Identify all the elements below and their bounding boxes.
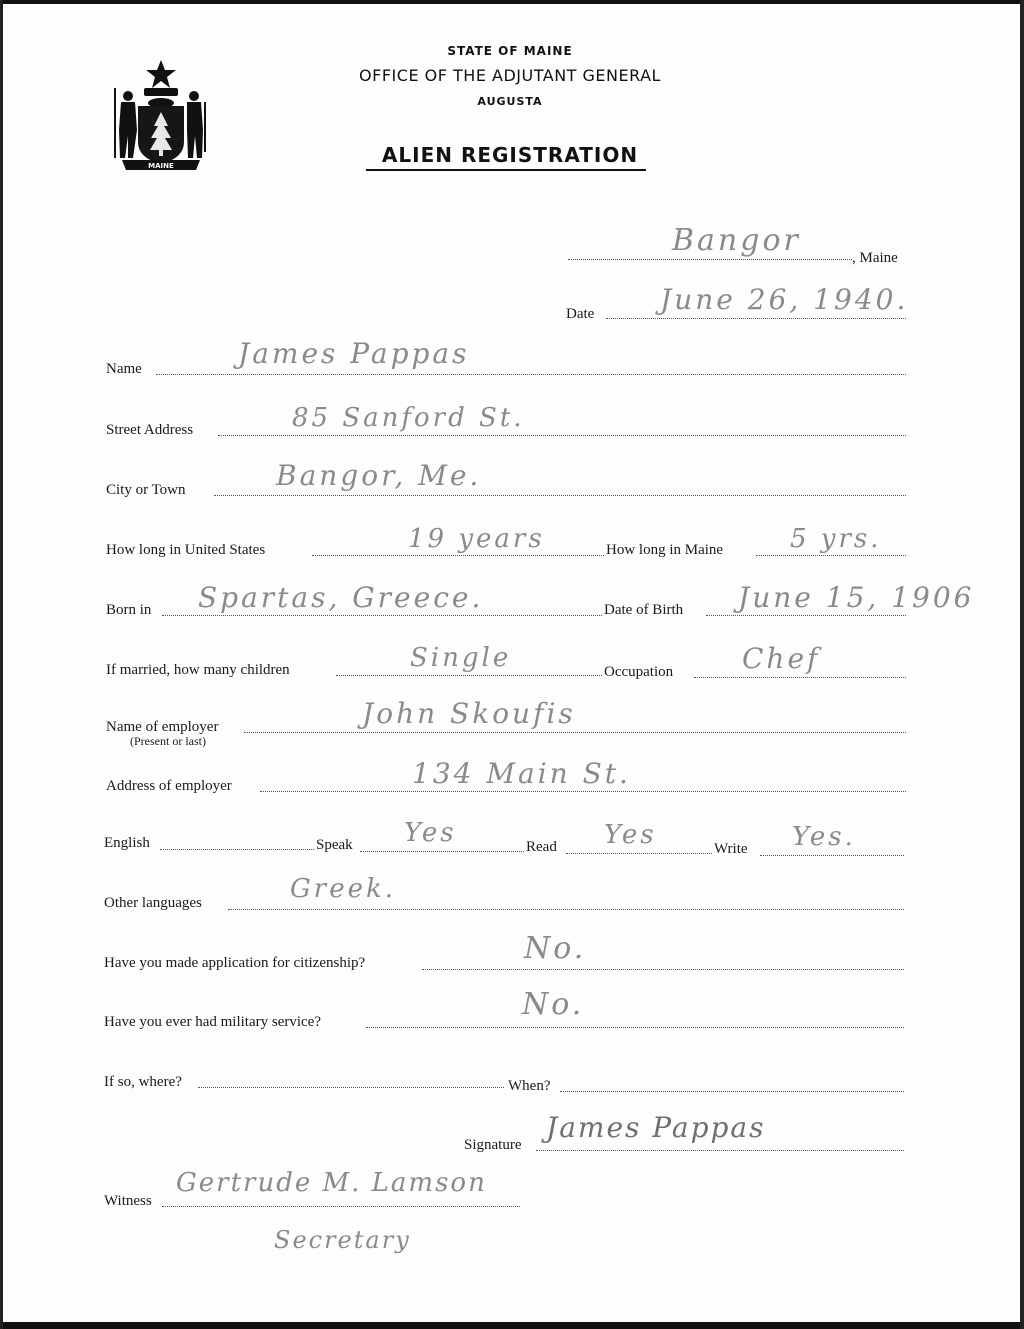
seal-motto-scroll [144, 88, 178, 96]
place-line [568, 259, 852, 260]
maine-state-seal-icon [108, 58, 214, 176]
frame-bottom-edge [0, 1322, 1024, 1329]
seal-tree-trunk [159, 150, 163, 156]
signature-line [536, 1150, 904, 1151]
state-heading: STATE OF MAINE [447, 44, 573, 58]
city-line [214, 495, 906, 496]
how-long-maine-line [756, 555, 906, 556]
where-line [198, 1087, 504, 1088]
date-of-birth-line [706, 615, 906, 616]
frame-left-edge [0, 0, 3, 1329]
employer-sub-label: (Present or last) [130, 734, 206, 748]
city-label: City or Town [106, 482, 186, 498]
children-line [336, 675, 602, 676]
occupation-entry: Chef [742, 642, 821, 675]
witness-title-entry: Secretary [274, 1226, 411, 1254]
citizenship-entry: No. [524, 931, 587, 966]
children-label: If married, how many children [106, 662, 290, 678]
how-long-maine-label: How long in Maine [606, 542, 724, 558]
speak-line [360, 851, 524, 852]
witness-entry: Gertrude M. Lamson [176, 1168, 487, 1198]
how-long-us-line [312, 555, 604, 556]
name-line [156, 374, 906, 375]
other-languages-line [228, 909, 904, 910]
employer-label: Name of employer [106, 719, 219, 735]
english-line [160, 849, 314, 850]
how-long-maine-entry: 5 yrs. [790, 524, 882, 554]
seal-scythe [114, 88, 116, 158]
employer-address-entry: 134 Main St. [412, 757, 631, 790]
speak-entry: Yes [404, 818, 457, 848]
city-entry: Bangor, Me. [276, 459, 482, 492]
maine-label: , Maine [852, 250, 898, 266]
read-label: Read [526, 839, 557, 855]
military-entry: No. [522, 987, 585, 1022]
speak-label: Speak [316, 837, 353, 853]
seal-sailor [187, 102, 203, 158]
employer-address-line [260, 791, 906, 792]
seal-star [146, 60, 176, 88]
date-label: Date [566, 306, 595, 322]
english-label: English [104, 835, 150, 851]
street-address-line [218, 435, 906, 436]
read-line [566, 853, 712, 854]
write-line [760, 855, 904, 856]
street-address-label: Street Address [106, 422, 194, 438]
seal-banner-text: MAINE [148, 162, 174, 170]
occupation-line [694, 677, 906, 678]
place-entry: Bangor [672, 223, 801, 258]
signature-label: Signature [464, 1137, 522, 1153]
frame-top-edge [0, 0, 1024, 4]
military-line [366, 1027, 904, 1028]
seal-anchor [204, 102, 206, 152]
write-entry: Yes. [792, 822, 856, 852]
other-languages-entry: Greek. [290, 874, 396, 904]
name-entry: James Pappas [238, 337, 470, 370]
write-label: Write [714, 841, 748, 857]
witness-label: Witness [104, 1193, 152, 1209]
date-line [606, 318, 906, 319]
employer-address-label: Address of employer [106, 778, 232, 794]
seal-sailor-head [189, 91, 199, 101]
city-heading: AUGUSTA [477, 95, 543, 108]
citizenship-line [422, 969, 904, 970]
seal-farmer [119, 102, 137, 158]
military-label: Have you ever had military service? [104, 1014, 321, 1030]
date-of-birth-entry: June 15, 1906 [738, 581, 975, 614]
seal-farmer-head [123, 91, 133, 101]
when-label: When? [508, 1078, 551, 1094]
read-entry: Yes [604, 820, 657, 850]
where-label: If so, where? [104, 1074, 182, 1090]
name-label: Name [106, 361, 142, 377]
employer-line [244, 732, 906, 733]
form-title: ALIEN REGISTRATION [381, 143, 639, 167]
employer-entry: John Skoufis [362, 697, 576, 730]
born-in-line [162, 615, 602, 616]
office-heading: OFFICE OF THE ADJUTANT GENERAL [359, 66, 661, 85]
occupation-label: Occupation [604, 664, 674, 680]
signature-entry: James Pappas [546, 1111, 766, 1144]
witness-line [162, 1206, 520, 1207]
born-in-entry: Spartas, Greece. [198, 581, 484, 614]
born-in-label: Born in [106, 602, 152, 618]
how-long-us-label: How long in United States [106, 542, 266, 558]
children-entry: Single [410, 643, 512, 673]
date-entry: June 26, 1940. [660, 283, 909, 316]
how-long-us-entry: 19 years [408, 524, 545, 554]
frame-right-edge [1020, 0, 1024, 1329]
other-languages-label: Other languages [104, 895, 202, 911]
date-of-birth-label: Date of Birth [604, 602, 684, 618]
when-line [560, 1091, 904, 1092]
citizenship-label: Have you made application for citizenship? [104, 955, 366, 971]
street-address-entry: 85 Sanford St. [292, 403, 525, 433]
title-underline [366, 169, 646, 171]
